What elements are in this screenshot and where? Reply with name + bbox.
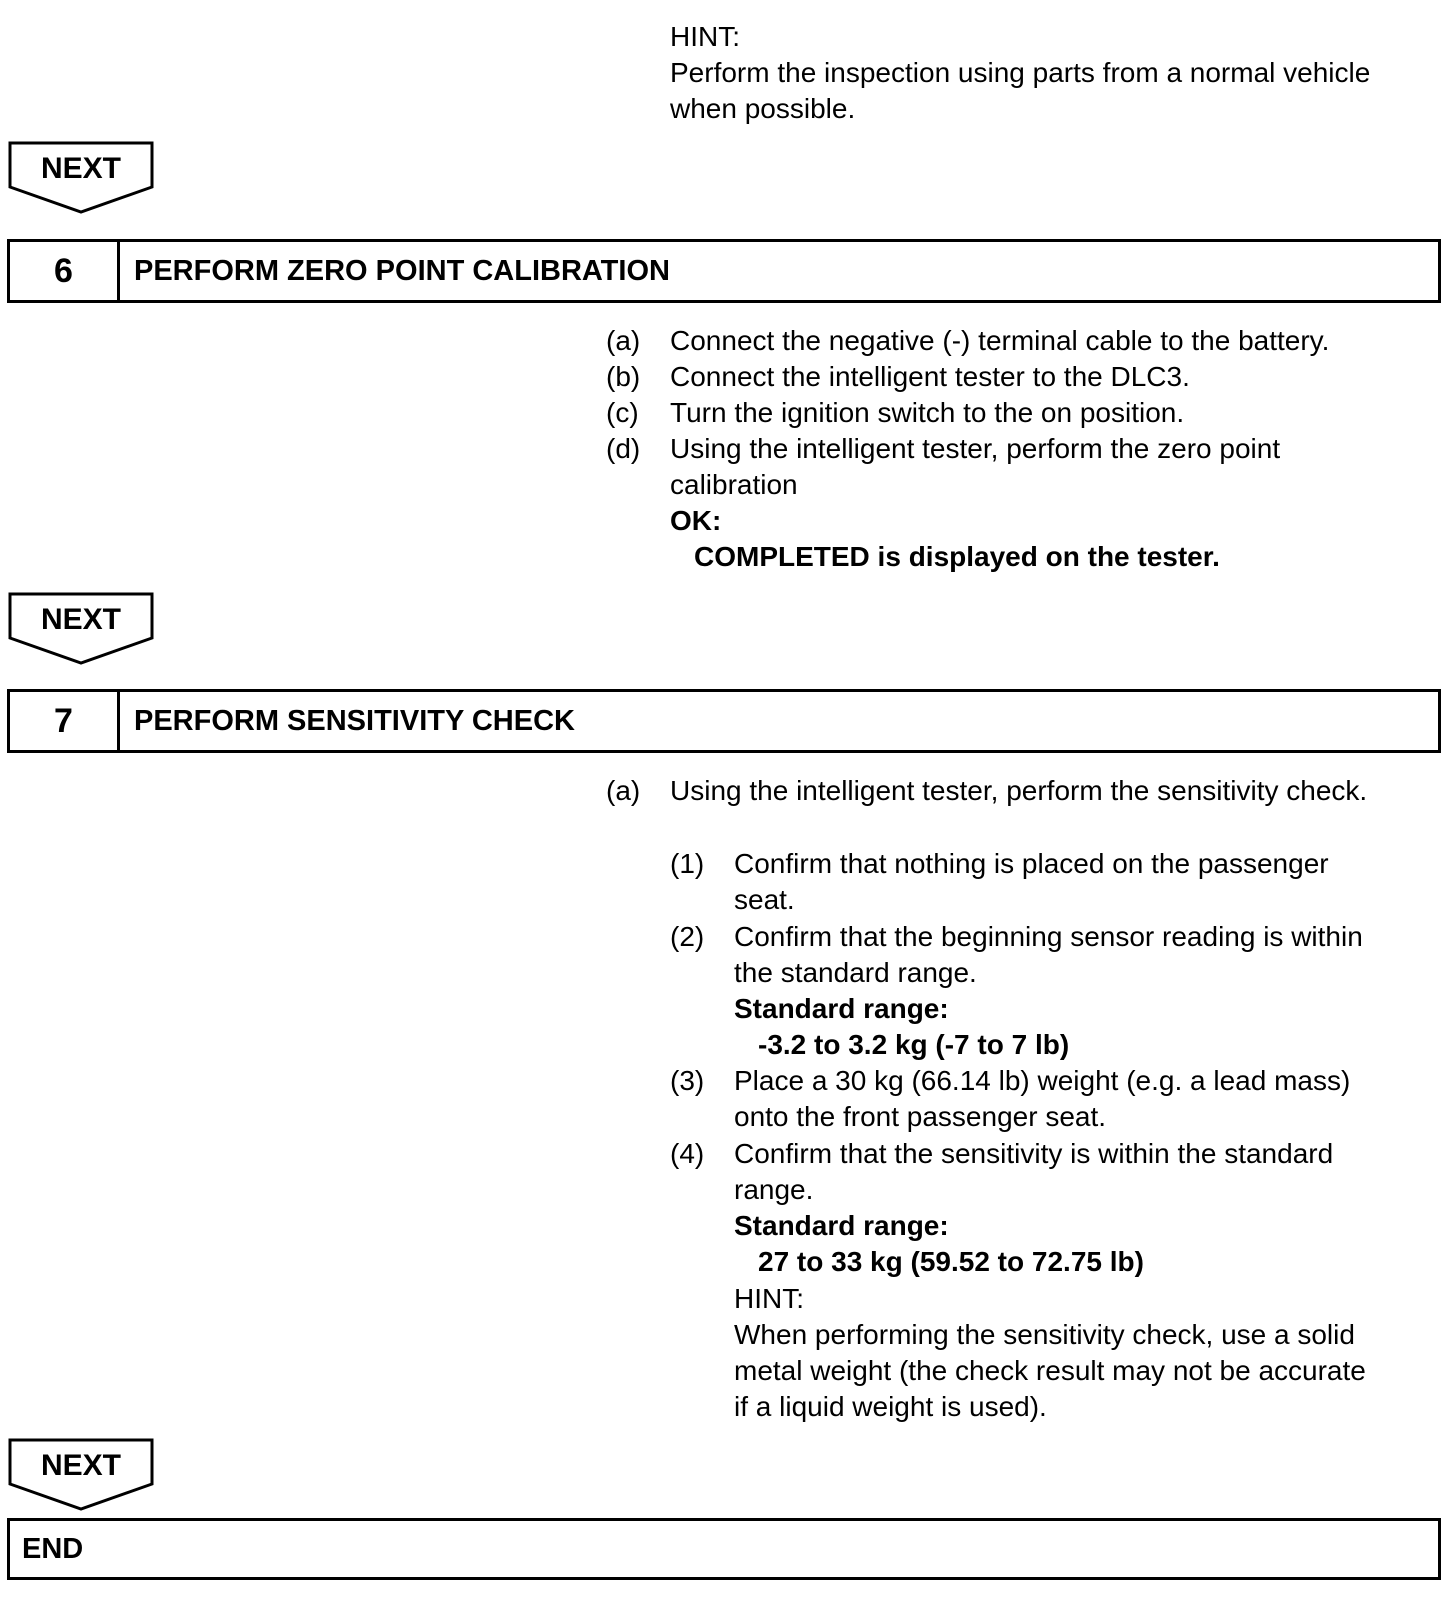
item-marker: (d) [606, 433, 641, 464]
item-text: Connect the negative (-) terminal cable to the battery. [670, 325, 1330, 356]
next-label: NEXT [40, 603, 121, 636]
item-text: Connect the intelligent tester to the DLC3. [670, 361, 1190, 392]
sub-text: range. [734, 1174, 814, 1205]
step-6-header [7, 239, 1441, 303]
hint-label: HINT: [670, 21, 740, 52]
hint-text-line: if a liquid weight is used). [734, 1391, 1047, 1422]
sub-marker: (2) [670, 921, 705, 952]
hint-text-line: Perform the inspection using parts from a normal vehicle [670, 57, 1371, 88]
sub-text: the standard range. [734, 957, 977, 988]
step-number: 6 [10, 242, 120, 300]
standard-range-label: Standard range: [734, 1210, 949, 1241]
hint-label: HINT: [734, 1283, 804, 1314]
sub-marker: (1) [670, 848, 705, 879]
next-label: NEXT [40, 1449, 121, 1482]
item-marker: (a) [606, 775, 641, 806]
item-marker: (b) [606, 361, 641, 392]
hint-text-line: when possible. [670, 93, 856, 124]
sub-text: Confirm that the sensitivity is within the standard [734, 1138, 1334, 1169]
ok-label: OK: [670, 505, 722, 536]
sub-marker: (3) [670, 1065, 705, 1096]
hint-text-line: When performing the sensitivity check, use a solid [734, 1319, 1355, 1350]
item-text: Turn the ignition switch to the on position. [670, 397, 1185, 428]
standard-range-value: 27 to 33 kg (59.52 to 72.75 lb) [758, 1246, 1144, 1277]
standard-range-label: Standard range: [734, 993, 949, 1024]
next-label: NEXT [40, 152, 121, 185]
end-box [7, 1518, 1441, 1580]
standard-range-value: -3.2 to 3.2 kg (-7 to 7 lb) [758, 1029, 1070, 1060]
item-text: Using the intelligent tester, perform the sensitivity check. [670, 775, 1368, 806]
end-label: END [22, 1533, 84, 1565]
next-arrow-1 [8, 141, 154, 215]
hint-text-line: metal weight (the check result may not be accurate [734, 1355, 1366, 1386]
sub-text: Confirm that the beginning sensor reading is within [734, 921, 1363, 952]
sub-text: onto the front passenger seat. [734, 1101, 1107, 1132]
step-number: 7 [10, 692, 120, 750]
next-arrow-2 [8, 592, 154, 666]
step-7-header [7, 689, 1441, 753]
item-marker: (c) [606, 397, 639, 428]
item-marker: (a) [606, 325, 641, 356]
item-text: Using the intelligent tester, perform the zero point [670, 433, 1281, 464]
next-arrow-3 [8, 1438, 154, 1512]
sub-marker: (4) [670, 1138, 705, 1169]
ok-text: COMPLETED is displayed on the tester. [694, 541, 1220, 572]
step-title: PERFORM SENSITIVITY CHECK [134, 705, 575, 737]
sub-text: Place a 30 kg (66.14 lb) weight (e.g. a lead mass) [734, 1065, 1351, 1096]
sub-text: Confirm that nothing is placed on the passenger [734, 848, 1329, 879]
step-title: PERFORM ZERO POINT CALIBRATION [134, 255, 670, 287]
item-text: calibration [670, 469, 798, 500]
sub-text: seat. [734, 884, 795, 915]
